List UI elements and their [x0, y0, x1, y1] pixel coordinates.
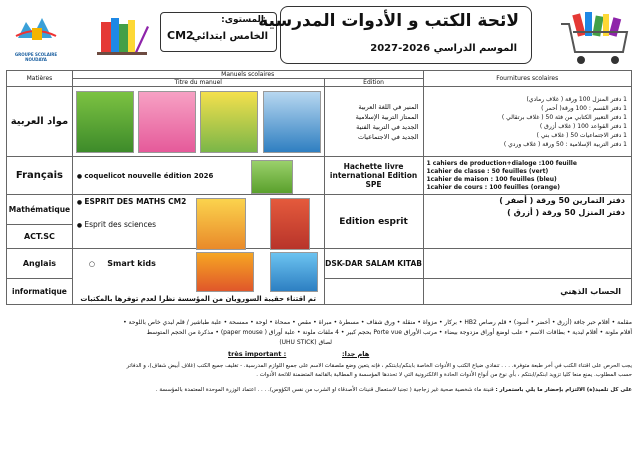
subject-cell: ACT.SC	[7, 225, 73, 249]
supply-item: 1 دفتر القسم : 100 ورقة( أحمر )	[541, 104, 627, 112]
note-3: قنينة ماء شخصية صحية غير زجاجية ( تجنبا لاستعمال قنينات الأصدقاء او الشرب من نفس الكؤوس). . . . اعتماد الوزرة الموحدة المعتمدة بالمؤسسة .	[155, 387, 494, 393]
book-cover	[196, 252, 254, 292]
tools-line-2: أقلام ملونة • أقلام لبدية • بطاقات الاسم • علب لوضع أوراق مزدوجة بيضاء • مرتب الأوراق Porte vue بحجم كبير • 4 ملفات ملونة • علبة أوراق ( paper mouse) • مذكرة من الحجم المتوسط	[146, 329, 632, 336]
book-cover	[196, 198, 246, 250]
page-title: لائحة الكتب و الأدوات المدرسية	[258, 11, 519, 31]
book-cover	[270, 198, 310, 250]
supply-item: 1 cahiers de production+dialoge :100 feuille	[426, 159, 577, 167]
col-titre: Titre du manuel	[72, 79, 324, 87]
col-manuels: Manuels scolaires	[72, 71, 423, 79]
school-year: الموسم الدراسي 2026-2027	[370, 43, 517, 54]
bullet-icon: ○	[88, 260, 96, 268]
edition-item: الممتاز التربية الإسلامية	[355, 112, 419, 121]
bullet-icon: ●	[76, 222, 83, 229]
note-3-row	[6, 386, 632, 395]
title-box	[258, 6, 532, 64]
tools-line-3: لصاق (UHU STICK)	[279, 339, 332, 346]
level-label: المستوى:	[221, 15, 264, 25]
book-title: ESPRIT DES MATHS CM2	[84, 197, 187, 206]
supplies-cell	[423, 195, 632, 249]
edition-cell: Hachette livre international Edition SPE	[324, 157, 423, 195]
edition-cell: DSK-DAR SALAM KITAB	[324, 249, 423, 279]
footer	[6, 318, 632, 395]
note-label: هام جدا:	[342, 350, 370, 358]
bullet-icon: ●	[76, 172, 83, 180]
edition-item: المنير في اللغة العربية	[358, 102, 419, 111]
book-cover	[270, 252, 318, 292]
school-logo	[6, 8, 66, 62]
book-title: Smart kids	[107, 259, 156, 268]
book-title: coquelicot nouvelle édition 2026	[84, 171, 214, 180]
book-cover	[76, 91, 134, 153]
book-cover	[138, 91, 196, 153]
bullet-icon: ●	[76, 199, 83, 206]
supply-item: 1 دفتر التربية الإسلامية : 50 ورقة ( غلاف وردي )	[503, 140, 627, 148]
level-code: CM2	[167, 29, 194, 42]
book-cover	[263, 91, 321, 153]
title-cell	[72, 157, 324, 195]
subject-cell: Mathématique	[7, 195, 73, 225]
title-cell	[72, 195, 324, 249]
supplies-cell-empty	[423, 249, 632, 279]
supply-item: 1 دفتر المنزل 100 ورقة ( غلاف رمادي)	[526, 95, 627, 103]
note-1: يجب الحرص على اقتناء الكتب في أخر طبعة متوفرة. . . . تنفادي ضياع الكتب و الأدوات الخاصة بابنكم/بابنتكم ، فإنه يتعين وضع ملصقات الاسم على جميع اللوازم المدرسية. - تغليف جميع الكتب (غلاف أبيض شفاف)، و الدفاتر	[126, 363, 632, 369]
edition-cell-empty	[324, 279, 423, 305]
col-edition: Edition	[324, 79, 423, 87]
supply-item: دفتر المنزل 50 ورقة ( أزرق )	[507, 208, 625, 217]
tools-line-1: مقلمة • أقلام حبر جافة (أزرق • أخضر • أسود) • قلم رصاص HB2 • بركار • مزواة • منقلة • ورق شفاف • مسطرة • مبراة • مقص • ممحاة • لوحة • ممسحة • علبة طباشير / قلم لبدي خاص باللوحة •	[123, 319, 632, 326]
table-row	[7, 87, 632, 157]
table-row	[7, 195, 632, 225]
editions-cell	[324, 87, 423, 157]
important-label: très important :	[228, 350, 287, 358]
edition-cell: Edition esprit	[324, 195, 423, 249]
school-name: GROUPE SCOLAIRE NOUDAYA	[14, 52, 58, 62]
level-value: الخامس ابتدائي	[191, 31, 268, 42]
table-row	[7, 249, 632, 279]
supplies-table	[6, 70, 632, 305]
supplies-cell	[423, 87, 632, 157]
supply-item: 1 دفتر القواعد 100 ( غلاف أزرق )	[539, 122, 627, 130]
supply-item: 1cahier de cours : 100 feuilles (orange)	[426, 183, 560, 191]
book-covers	[72, 87, 324, 157]
supply-item: 1cahier de maison : 100 feuilles (bleu)	[426, 175, 557, 183]
supply-item: 1 دفتر الاجتماعيات 50 ( غلاف بني )	[536, 131, 627, 139]
supply-item: 1 دفتر التعبير الكتابي من فئة 50 ( غلاف برتقالي )	[501, 113, 627, 121]
supplies-cell	[423, 157, 632, 195]
table-row	[7, 157, 632, 195]
supply-item: دفتر التمارين 50 ورقة ( أصفر )	[499, 196, 625, 205]
book-title: Esprit des sciences	[84, 220, 157, 229]
book-cover	[251, 160, 293, 194]
subject-cell: مواد العربية	[7, 87, 73, 157]
subject-cell: Français	[7, 157, 73, 195]
col-fournitures: Fournitures scolaires	[423, 71, 632, 87]
shopping-cart-icon	[555, 8, 635, 68]
supplies-cell	[423, 279, 632, 305]
note-2: حسب المطلوب. يمنع منعا كليا تزويد ابنكم/ابنتكم ، بأي نوع من أنواع الأدوات الحادة و الالكترونية التي لا تحددها المؤسسة و المطالبة بالقائمة المتضمنة للائحة الأدوات .	[256, 372, 632, 378]
book-cover	[200, 91, 258, 153]
supply-item: الحساب الذهني	[560, 286, 621, 296]
books-icon	[95, 12, 150, 56]
supply-item: 1cahier de classe : 50 feuilles (vert)	[426, 167, 549, 175]
col-matieres: Matières	[7, 71, 73, 87]
edition-item: الجديد في الاجتماعيات	[358, 132, 419, 141]
edition-item: الجديد في التربية الفنية	[356, 122, 419, 131]
note-3-label: على كل تلميذ(ة) الالتزام بإحضار ما يلي باستمرار :	[495, 387, 632, 393]
informatique-note: تم اقتناء حقيبة السورويان من المؤسسة نظرا لعدم توفرها بالمكتبات	[80, 295, 316, 303]
subject-cell: Anglais	[7, 249, 73, 279]
subject-cell: informatique	[7, 279, 73, 305]
